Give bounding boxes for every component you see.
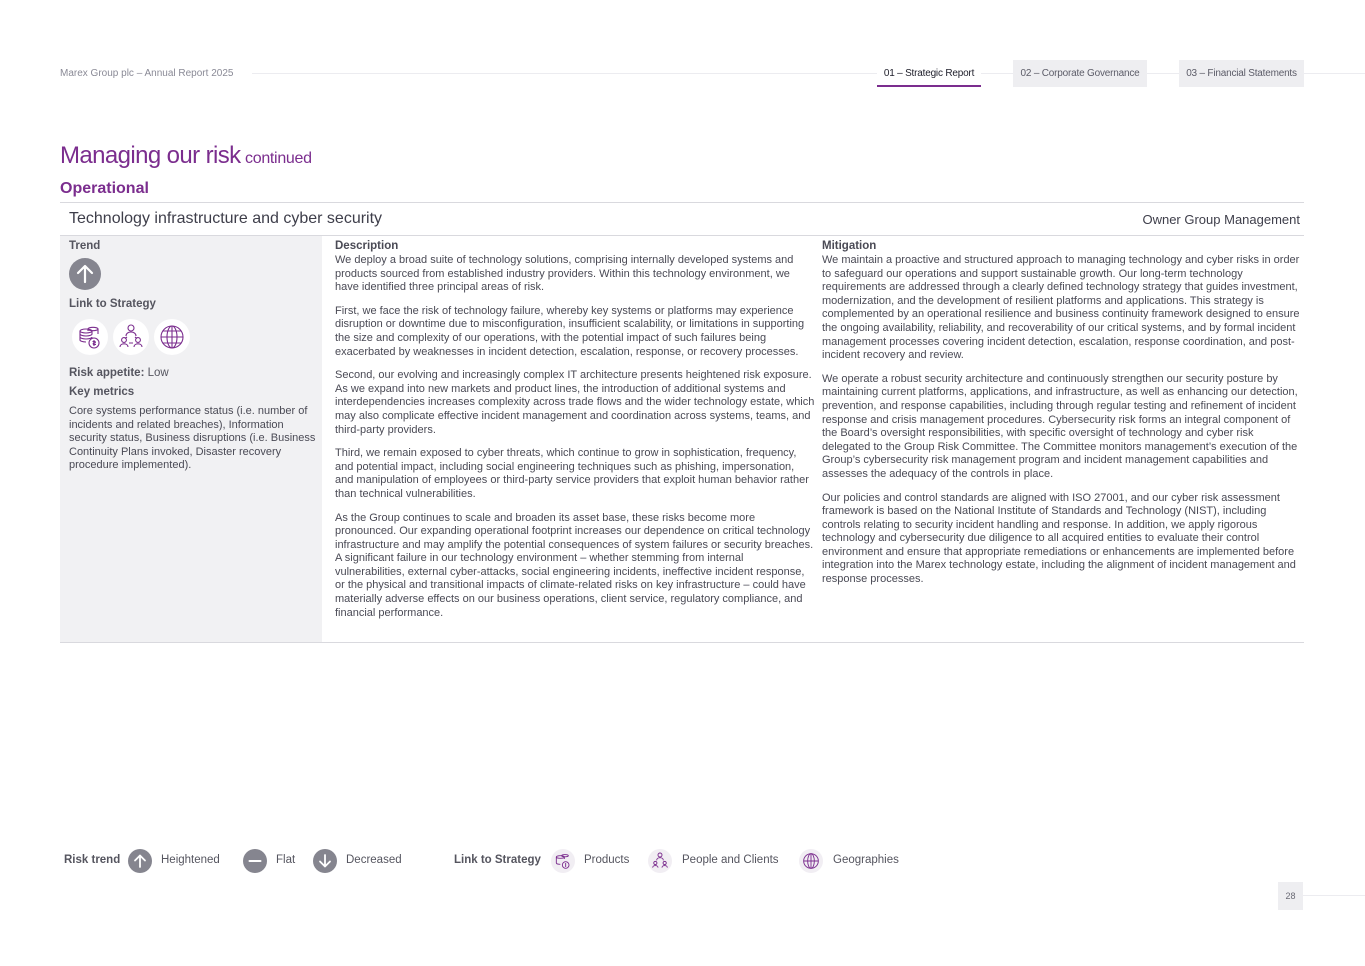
description-paragraph: As the Group continues to scale and broaden its asset base, these risks become more pronounced. Our expanding operational footprint increases our dependence on critical technology infrastructure and may amplify the potential consequences of system failures or security breaches. A significant failure in our technology environment – whether stemming from internal vulnerabilities, external cyber-attacks, social engineering incidents, ineffective incident response, or the physical and transitional impacts of climate-related risks on key infrastructure – could have materially adverse effects on our business operations, client service, regulatory compliance, and financial performance. bbox=[335, 511, 814, 619]
description-paragraph: We deploy a broad suite of technology solutions, comprising internally developed systems and products sourced from established industry providers. Within this technology environment, we have identified three principal areas of risk. bbox=[335, 254, 794, 294]
minus-icon bbox=[243, 849, 267, 873]
people-clients-icon bbox=[648, 849, 672, 873]
legend-risk-trend-label: Risk trend bbox=[64, 854, 121, 866]
key-metrics-label: Key metrics bbox=[69, 386, 135, 398]
description-paragraph: First, we face the risk of technology failure, whereby key systems or platforms may experience disruption or downtime due to misconfiguration, insufficient scalability, or limitations in supporting the size and complexity of our operations, with the potential impact of such failures being exacerbated by weaknesses in incident detection, escalation, response, or recovery processes. bbox=[335, 304, 805, 358]
legend-heightened: Heightened bbox=[161, 854, 220, 866]
mitigation-text bbox=[822, 254, 1300, 597]
people-clients-icon bbox=[113, 319, 149, 355]
description-text bbox=[335, 254, 815, 630]
mitigation-paragraph: We maintain a proactive and structured approach to managing technology and cyber risks in order to safeguard our operations and support sustainable growth. Our long-term technology requirements are addressed through a clearly defined technology strategy that guides investment, modernization, and the development of resilient platforms and applications. This strategy is complemented by an operational resilience and business continuity framework designed to ensure the ongoing availability, reliability, and recoverability of our critical systems, and by formal incident management processes covering incident detection, escalation, response coordination, and post-incident recovery and review. bbox=[822, 254, 1300, 362]
legend-flat: Flat bbox=[276, 854, 296, 866]
section-heading: Operational bbox=[60, 180, 149, 197]
mitigation-label: Mitigation bbox=[822, 240, 877, 252]
section-divider bbox=[60, 202, 1304, 203]
risk-bottom-divider bbox=[60, 642, 1304, 643]
legend-strategy-label: Link to Strategy bbox=[454, 854, 541, 866]
description-label: Description bbox=[335, 240, 399, 252]
geographies-icon bbox=[154, 319, 190, 355]
mitigation-paragraph: We operate a robust security architecture and continuously strengthen our security posture by maintaining current platforms, applications, and infrastructure, as well as enhancing our detection, prevention, and response capabilities, including through regular testing and refinement of incident response and crisis management procedures. Cybersecurity risk forms an integral component of the Board’s oversight responsibilities, with specific oversight of technology and cyber risk delegated to the Group Risk Committee. The Committee monitors management’s execution of the Group’s cybersecurity risk management program and incident management capabilities and assesses the adequacy of the controls in place. bbox=[822, 372, 1298, 480]
legend-products: Products bbox=[584, 854, 630, 866]
arrow-up-icon bbox=[69, 258, 101, 290]
risk-owner: Owner Group Management bbox=[1142, 212, 1300, 227]
risk-appetite-value: Low bbox=[147, 367, 169, 379]
products-icon bbox=[551, 849, 575, 873]
mitigation-paragraph: Our policies and control standards are aligned with ISO 27001, and our cyber risk assessment framework is based on the National Institute of Standards and Technology (NIST), including controls relating to security incident handling and response. In addition, we apply rigorous technology and cybersecurity due diligence to all acquired entities to evaluate their control environment and ensure that appropriate remediations or enhancements are implemented before integration into the Marex technology estate, including the alignment of incident management and response processes. bbox=[822, 491, 1296, 586]
report-title: Marex Group plc – Annual Report 2025 bbox=[60, 68, 234, 79]
risk-appetite bbox=[69, 367, 169, 379]
arrow-up-icon bbox=[128, 849, 152, 873]
geographies-icon bbox=[799, 849, 823, 873]
tab-strategic-report[interactable]: 01 – Strategic Report bbox=[877, 60, 981, 87]
legend-decreased: Decreased bbox=[346, 854, 402, 866]
risk-appetite-label: Risk appetite: bbox=[69, 367, 145, 379]
products-icon bbox=[72, 319, 108, 355]
legend-geographies: Geographies bbox=[833, 854, 899, 866]
page-title bbox=[60, 142, 312, 170]
trend-label: Trend bbox=[69, 240, 101, 252]
page-number-line bbox=[1303, 895, 1365, 896]
description-paragraph: Second, our evolving and increasingly complex IT architecture presents heightened risk exposure. As we expand into new markets and product lines, the introduction of additional systems and interdependencies increases complexity across trade flows and the wider technology estate, which may also complicate effective incident management and coordination across systems, teams, and third-party providers. bbox=[335, 369, 815, 436]
page-title-main: Managing our risk bbox=[60, 142, 241, 169]
page-number: 28 bbox=[1278, 882, 1303, 910]
arrow-down-icon bbox=[313, 849, 337, 873]
link-to-strategy-label: Link to Strategy bbox=[69, 298, 156, 310]
description-paragraph: Third, we remain exposed to cyber threats, which continue to grow in sophistication, frequency, and potential impact, including social engineering techniques such as phishing, impersonation, and manipulation of employees or third-party service providers that exploit human behavior rather than technical vulnerabilities. bbox=[335, 447, 809, 500]
tab-financial-statements[interactable]: 03 – Financial Statements bbox=[1179, 60, 1304, 87]
risk-title: Technology infrastructure and cyber security bbox=[69, 210, 383, 227]
tab-corporate-governance[interactable]: 02 – Corporate Governance bbox=[1013, 60, 1147, 87]
key-metrics-text: Core systems performance status (i.e. number of incidents and related breaches), Information security status, Business disruptions (i.e. Business Continuity Plans invoked, Disaster recovery procedure implemented). bbox=[69, 405, 316, 472]
legend-people-clients: People and Clients bbox=[682, 854, 779, 866]
page-title-suffix: continued bbox=[245, 150, 312, 167]
